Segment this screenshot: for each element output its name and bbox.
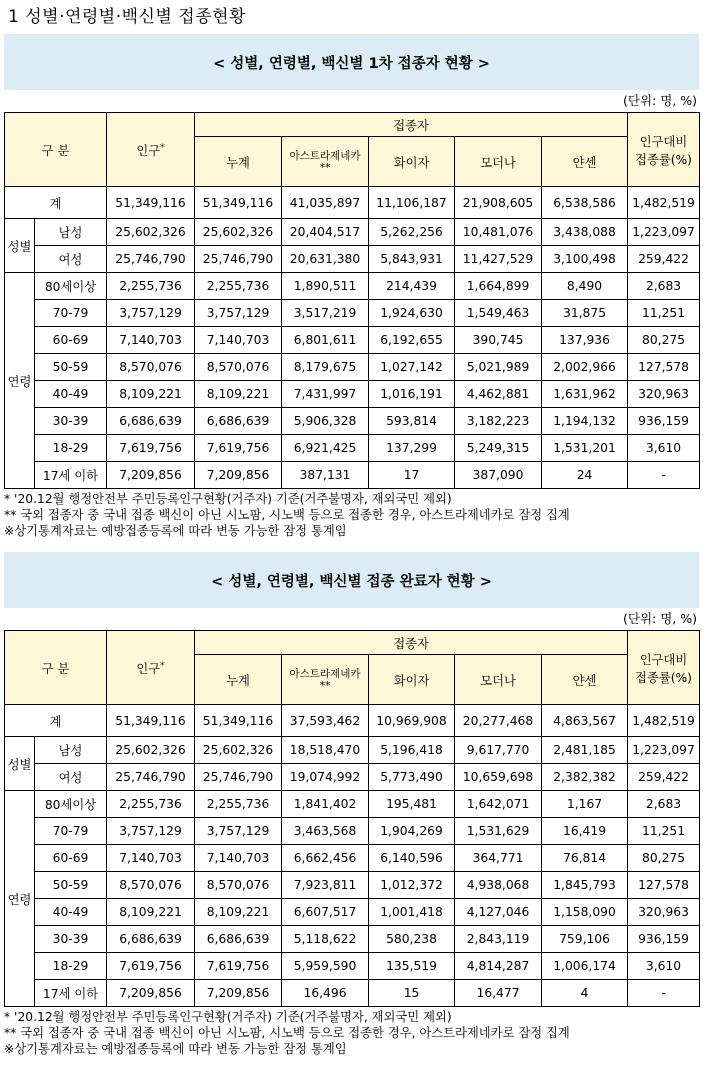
cell-pfizer: 17 bbox=[369, 462, 455, 489]
table-row bbox=[5, 408, 700, 435]
header-cumulative: 누계 bbox=[195, 137, 282, 187]
cell-rate: 1,482,519 bbox=[628, 187, 700, 219]
cell-pfizer: 1,001,418 bbox=[369, 899, 455, 926]
cell-rate: 127,578 bbox=[628, 354, 700, 381]
table-row-total bbox=[5, 187, 700, 219]
cell-janssen: 1,167 bbox=[542, 791, 628, 818]
cell-astra: 20,404,517 bbox=[282, 219, 369, 246]
cell-pfizer: 5,262,256 bbox=[369, 219, 455, 246]
cell-janssen: 8,490 bbox=[542, 273, 628, 300]
cell-population: 6,686,639 bbox=[107, 926, 195, 953]
cell-rate: 320,963 bbox=[628, 381, 700, 408]
header-moderna: 모더나 bbox=[455, 655, 542, 705]
cell-moderna: 5,021,989 bbox=[455, 354, 542, 381]
header-rate bbox=[628, 631, 700, 705]
cell-cumulative: 7,140,703 bbox=[195, 327, 282, 354]
cell-astra: 6,662,456 bbox=[282, 845, 369, 872]
cell-moderna: 1,664,899 bbox=[455, 273, 542, 300]
row-label: 여성 bbox=[35, 764, 107, 791]
cell-moderna: 21,908,605 bbox=[455, 187, 542, 219]
cell-population: 8,570,076 bbox=[107, 872, 195, 899]
cell-janssen: 2,002,966 bbox=[542, 354, 628, 381]
header-moderna: 모더나 bbox=[455, 137, 542, 187]
cell-astra: 5,906,328 bbox=[282, 408, 369, 435]
cell-janssen: 1,631,962 bbox=[542, 381, 628, 408]
header-rate-line1: 인구대비 bbox=[639, 652, 688, 667]
cell-janssen: 31,875 bbox=[542, 300, 628, 327]
cell-janssen: 24 bbox=[542, 462, 628, 489]
fully-vaccinated-section bbox=[4, 552, 699, 1057]
cell-cumulative: 7,619,756 bbox=[195, 435, 282, 462]
cell-rate: 80,275 bbox=[628, 327, 700, 354]
cell-cumulative: 51,349,116 bbox=[195, 705, 282, 737]
group-label-sex: 성별 bbox=[5, 219, 35, 273]
cell-pfizer: 1,016,191 bbox=[369, 381, 455, 408]
cell-astra: 7,923,811 bbox=[282, 872, 369, 899]
table-row bbox=[5, 818, 700, 845]
cell-moderna: 20,277,468 bbox=[455, 705, 542, 737]
cell-astra: 1,841,402 bbox=[282, 791, 369, 818]
cell-rate: 1,223,097 bbox=[628, 219, 700, 246]
cell-population: 2,255,736 bbox=[107, 791, 195, 818]
cell-population: 51,349,116 bbox=[107, 705, 195, 737]
cell-cumulative: 25,746,790 bbox=[195, 246, 282, 273]
cell-population: 3,757,129 bbox=[107, 818, 195, 845]
table-row bbox=[5, 219, 700, 246]
header-astrazeneca bbox=[282, 137, 369, 187]
cell-janssen: 4,863,567 bbox=[542, 705, 628, 737]
table-row bbox=[5, 435, 700, 462]
cell-pfizer: 1,904,269 bbox=[369, 818, 455, 845]
cell-moderna: 3,182,223 bbox=[455, 408, 542, 435]
first-dose-section bbox=[4, 34, 699, 539]
cell-pfizer: 5,196,418 bbox=[369, 737, 455, 764]
unit-label: (단위: 명, %) bbox=[623, 611, 697, 626]
cell-pfizer: 214,439 bbox=[369, 273, 455, 300]
cell-cumulative: 7,209,856 bbox=[195, 462, 282, 489]
header-astrazeneca-label: 아스트라제네카 bbox=[289, 149, 361, 162]
row-label: 60-69 bbox=[35, 327, 107, 354]
cell-astra: 18,518,470 bbox=[282, 737, 369, 764]
header-population-label: 인구 bbox=[136, 661, 161, 676]
cell-moderna: 11,427,529 bbox=[455, 246, 542, 273]
cell-cumulative: 7,209,856 bbox=[195, 980, 282, 1007]
cell-cumulative: 8,570,076 bbox=[195, 354, 282, 381]
header-rate-line2: 접종률(%) bbox=[635, 670, 692, 685]
cell-population: 7,209,856 bbox=[107, 980, 195, 1007]
cell-moderna: 4,127,046 bbox=[455, 899, 542, 926]
row-label: 70-79 bbox=[35, 300, 107, 327]
cell-rate: 936,159 bbox=[628, 408, 700, 435]
cell-population: 25,746,790 bbox=[107, 246, 195, 273]
cell-rate: 1,482,519 bbox=[628, 705, 700, 737]
cell-janssen: 2,481,185 bbox=[542, 737, 628, 764]
cell-population: 8,109,221 bbox=[107, 381, 195, 408]
vaccination-table bbox=[4, 630, 700, 1007]
table-row bbox=[5, 381, 700, 408]
cell-astra: 6,607,517 bbox=[282, 899, 369, 926]
table-row bbox=[5, 327, 700, 354]
header-population-mark: * bbox=[160, 660, 165, 671]
row-label: 30-39 bbox=[35, 926, 107, 953]
header-category: 구 분 bbox=[5, 631, 107, 705]
cell-janssen: 2,382,382 bbox=[542, 764, 628, 791]
row-label: 40-49 bbox=[35, 899, 107, 926]
row-label: 18-29 bbox=[35, 435, 107, 462]
cell-janssen: 1,194,132 bbox=[542, 408, 628, 435]
cell-cumulative: 25,746,790 bbox=[195, 764, 282, 791]
row-label: 여성 bbox=[35, 246, 107, 273]
cell-pfizer: 6,192,655 bbox=[369, 327, 455, 354]
cell-pfizer: 11,106,187 bbox=[369, 187, 455, 219]
cell-cumulative: 25,602,326 bbox=[195, 219, 282, 246]
header-vaccinated: 접종자 bbox=[195, 631, 628, 655]
header-astrazeneca-mark: ** bbox=[319, 679, 331, 692]
table-row bbox=[5, 899, 700, 926]
cell-moderna: 16,477 bbox=[455, 980, 542, 1007]
cell-rate: - bbox=[628, 462, 700, 489]
table-row bbox=[5, 246, 700, 273]
cell-moderna: 10,481,076 bbox=[455, 219, 542, 246]
header-janssen: 얀센 bbox=[542, 137, 628, 187]
cell-cumulative: 7,140,703 bbox=[195, 845, 282, 872]
row-label: 18-29 bbox=[35, 953, 107, 980]
row-label: 남성 bbox=[35, 219, 107, 246]
cell-rate: 2,683 bbox=[628, 273, 700, 300]
cell-astra: 37,593,462 bbox=[282, 705, 369, 737]
table-row bbox=[5, 273, 700, 300]
header-janssen: 얀센 bbox=[542, 655, 628, 705]
cell-moderna: 5,249,315 bbox=[455, 435, 542, 462]
cell-cumulative: 25,602,326 bbox=[195, 737, 282, 764]
header-rate-line1: 인구대비 bbox=[639, 134, 688, 149]
cell-astra: 20,631,380 bbox=[282, 246, 369, 273]
cell-rate: 259,422 bbox=[628, 246, 700, 273]
cell-janssen: 3,100,498 bbox=[542, 246, 628, 273]
header-population-mark: * bbox=[160, 142, 165, 153]
cell-pfizer: 1,012,372 bbox=[369, 872, 455, 899]
cell-population: 8,570,076 bbox=[107, 354, 195, 381]
cell-cumulative: 8,109,221 bbox=[195, 899, 282, 926]
row-label: 40-49 bbox=[35, 381, 107, 408]
row-label: 80세이상 bbox=[35, 273, 107, 300]
cell-moderna: 390,745 bbox=[455, 327, 542, 354]
header-rate bbox=[628, 113, 700, 187]
cell-astra: 19,074,992 bbox=[282, 764, 369, 791]
header-rate-line2: 접종률(%) bbox=[635, 152, 692, 167]
header-pfizer: 화이자 bbox=[369, 655, 455, 705]
cell-rate: 11,251 bbox=[628, 300, 700, 327]
row-label: 17세 이하 bbox=[35, 462, 107, 489]
cell-astra: 41,035,897 bbox=[282, 187, 369, 219]
cell-rate: 3,610 bbox=[628, 953, 700, 980]
cell-pfizer: 135,519 bbox=[369, 953, 455, 980]
table-row bbox=[5, 872, 700, 899]
cell-janssen: 3,438,088 bbox=[542, 219, 628, 246]
cell-moderna: 387,090 bbox=[455, 462, 542, 489]
footnote: * '20.12월 행정안전부 주민등록인구현황(거주자) 기준(거주불명자, 재외국민 제외) bbox=[4, 1010, 452, 1024]
cell-pfizer: 593,814 bbox=[369, 408, 455, 435]
footnote: ** 국외 접종자 중 국내 접종 백신이 아닌 시노팜, 시노백 등으로 접종한 경우, 아스트라제네카로 잠정 집계 bbox=[4, 1026, 570, 1040]
cell-janssen: 759,106 bbox=[542, 926, 628, 953]
cell-rate: 3,610 bbox=[628, 435, 700, 462]
footnote: ※상기통계자료는 예방접종등록에 따라 변동 가능한 잠정 통계임 bbox=[4, 1042, 347, 1056]
cell-pfizer: 5,773,490 bbox=[369, 764, 455, 791]
cell-population: 51,349,116 bbox=[107, 187, 195, 219]
vaccination-table bbox=[4, 112, 700, 489]
cell-cumulative: 2,255,736 bbox=[195, 791, 282, 818]
cell-pfizer: 195,481 bbox=[369, 791, 455, 818]
cell-cumulative: 3,757,129 bbox=[195, 818, 282, 845]
cell-astra: 5,118,622 bbox=[282, 926, 369, 953]
cell-moderna: 1,531,629 bbox=[455, 818, 542, 845]
cell-astra: 8,179,675 bbox=[282, 354, 369, 381]
header-population-label: 인구 bbox=[136, 143, 161, 158]
cell-population: 2,255,736 bbox=[107, 273, 195, 300]
cell-rate: 1,223,097 bbox=[628, 737, 700, 764]
table-row bbox=[5, 300, 700, 327]
header-category: 구 분 bbox=[5, 113, 107, 187]
cell-moderna: 1,549,463 bbox=[455, 300, 542, 327]
cell-astra: 7,431,997 bbox=[282, 381, 369, 408]
cell-rate: 11,251 bbox=[628, 818, 700, 845]
cell-pfizer: 10,969,908 bbox=[369, 705, 455, 737]
row-label: 60-69 bbox=[35, 845, 107, 872]
cell-population: 7,140,703 bbox=[107, 845, 195, 872]
row-label: 30-39 bbox=[35, 408, 107, 435]
table-row bbox=[5, 354, 700, 381]
cell-janssen: 6,538,586 bbox=[542, 187, 628, 219]
cell-cumulative: 6,686,639 bbox=[195, 408, 282, 435]
cell-astra: 3,463,568 bbox=[282, 818, 369, 845]
cell-janssen: 1,158,090 bbox=[542, 899, 628, 926]
header-astrazeneca bbox=[282, 655, 369, 705]
footnotes bbox=[4, 1009, 699, 1057]
table-row bbox=[5, 791, 700, 818]
cell-janssen: 4 bbox=[542, 980, 628, 1007]
cell-pfizer: 580,238 bbox=[369, 926, 455, 953]
cell-astra: 3,517,219 bbox=[282, 300, 369, 327]
table-row-total bbox=[5, 705, 700, 737]
cell-janssen: 1,845,793 bbox=[542, 872, 628, 899]
cell-pfizer: 6,140,596 bbox=[369, 845, 455, 872]
footnote: ** 국외 접종자 중 국내 접종 백신이 아닌 시노팜, 시노백 등으로 접종한 경우, 아스트라제네카로 잠정 집계 bbox=[4, 508, 570, 522]
group-label-age: 연령 bbox=[5, 791, 35, 1007]
cell-rate: 2,683 bbox=[628, 791, 700, 818]
table-row bbox=[5, 764, 700, 791]
table-row bbox=[5, 845, 700, 872]
cell-cumulative: 8,570,076 bbox=[195, 872, 282, 899]
cell-moderna: 2,843,119 bbox=[455, 926, 542, 953]
table-row bbox=[5, 926, 700, 953]
cell-rate: - bbox=[628, 980, 700, 1007]
cell-cumulative: 3,757,129 bbox=[195, 300, 282, 327]
cell-astra: 5,959,590 bbox=[282, 953, 369, 980]
cell-janssen: 1,531,201 bbox=[542, 435, 628, 462]
cell-cumulative: 2,255,736 bbox=[195, 273, 282, 300]
row-label: 70-79 bbox=[35, 818, 107, 845]
unit-label: (단위: 명, %) bbox=[623, 93, 697, 108]
header-pfizer: 화이자 bbox=[369, 137, 455, 187]
cell-moderna: 10,659,698 bbox=[455, 764, 542, 791]
cell-astra: 6,921,425 bbox=[282, 435, 369, 462]
cell-cumulative: 51,349,116 bbox=[195, 187, 282, 219]
table-row bbox=[5, 980, 700, 1007]
cell-moderna: 4,462,881 bbox=[455, 381, 542, 408]
cell-population: 25,602,326 bbox=[107, 219, 195, 246]
cell-astra: 387,131 bbox=[282, 462, 369, 489]
cell-population: 25,602,326 bbox=[107, 737, 195, 764]
page-title: 1 성별·연령별·백신별 접종현황 bbox=[8, 7, 246, 27]
cell-population: 8,109,221 bbox=[107, 899, 195, 926]
cell-rate: 259,422 bbox=[628, 764, 700, 791]
cell-cumulative: 8,109,221 bbox=[195, 381, 282, 408]
cell-astra: 16,496 bbox=[282, 980, 369, 1007]
cell-janssen: 1,006,174 bbox=[542, 953, 628, 980]
cell-janssen: 76,814 bbox=[542, 845, 628, 872]
row-label: 남성 bbox=[35, 737, 107, 764]
group-label-sex: 성별 bbox=[5, 737, 35, 791]
table-title: < 성별, 연령별, 백신별 접종 완료자 현황 > bbox=[4, 552, 699, 608]
header-population bbox=[107, 113, 195, 187]
cell-moderna: 4,814,287 bbox=[455, 953, 542, 980]
cell-cumulative: 7,619,756 bbox=[195, 953, 282, 980]
cell-cumulative: 6,686,639 bbox=[195, 926, 282, 953]
cell-pfizer: 5,843,931 bbox=[369, 246, 455, 273]
cell-population: 7,619,756 bbox=[107, 435, 195, 462]
cell-population: 7,619,756 bbox=[107, 953, 195, 980]
group-label-age: 연령 bbox=[5, 273, 35, 489]
cell-astra: 1,890,511 bbox=[282, 273, 369, 300]
footnote: ※상기통계자료는 예방접종등록에 따라 변동 가능한 잠정 통계임 bbox=[4, 524, 347, 538]
cell-population: 3,757,129 bbox=[107, 300, 195, 327]
cell-janssen: 137,936 bbox=[542, 327, 628, 354]
table-row bbox=[5, 953, 700, 980]
header-vaccinated: 접종자 bbox=[195, 113, 628, 137]
cell-moderna: 4,938,068 bbox=[455, 872, 542, 899]
row-label: 50-59 bbox=[35, 354, 107, 381]
header-population bbox=[107, 631, 195, 705]
cell-moderna: 9,617,770 bbox=[455, 737, 542, 764]
table-row bbox=[5, 462, 700, 489]
row-label: 계 bbox=[5, 705, 107, 737]
row-label: 17세 이하 bbox=[35, 980, 107, 1007]
cell-population: 25,746,790 bbox=[107, 764, 195, 791]
footnote: * '20.12월 행정안전부 주민등록인구현황(거주자) 기준(거주불명자, 재외국민 제외) bbox=[4, 492, 452, 506]
cell-rate: 127,578 bbox=[628, 872, 700, 899]
cell-pfizer: 137,299 bbox=[369, 435, 455, 462]
cell-moderna: 1,642,071 bbox=[455, 791, 542, 818]
cell-rate: 320,963 bbox=[628, 899, 700, 926]
cell-population: 6,686,639 bbox=[107, 408, 195, 435]
cell-moderna: 364,771 bbox=[455, 845, 542, 872]
cell-pfizer: 1,924,630 bbox=[369, 300, 455, 327]
cell-pfizer: 15 bbox=[369, 980, 455, 1007]
cell-population: 7,140,703 bbox=[107, 327, 195, 354]
table-title: < 성별, 연령별, 백신별 1차 접종자 현황 > bbox=[4, 34, 699, 90]
cell-janssen: 16,419 bbox=[542, 818, 628, 845]
row-label: 80세이상 bbox=[35, 791, 107, 818]
cell-rate: 80,275 bbox=[628, 845, 700, 872]
footnotes bbox=[4, 491, 699, 539]
cell-rate: 936,159 bbox=[628, 926, 700, 953]
cell-pfizer: 1,027,142 bbox=[369, 354, 455, 381]
cell-population: 7,209,856 bbox=[107, 462, 195, 489]
header-astrazeneca-label: 아스트라제네카 bbox=[289, 667, 361, 680]
cell-astra: 6,801,611 bbox=[282, 327, 369, 354]
row-label: 50-59 bbox=[35, 872, 107, 899]
table-row bbox=[5, 737, 700, 764]
header-cumulative: 누계 bbox=[195, 655, 282, 705]
header-astrazeneca-mark: ** bbox=[319, 161, 331, 174]
row-label: 계 bbox=[5, 187, 107, 219]
